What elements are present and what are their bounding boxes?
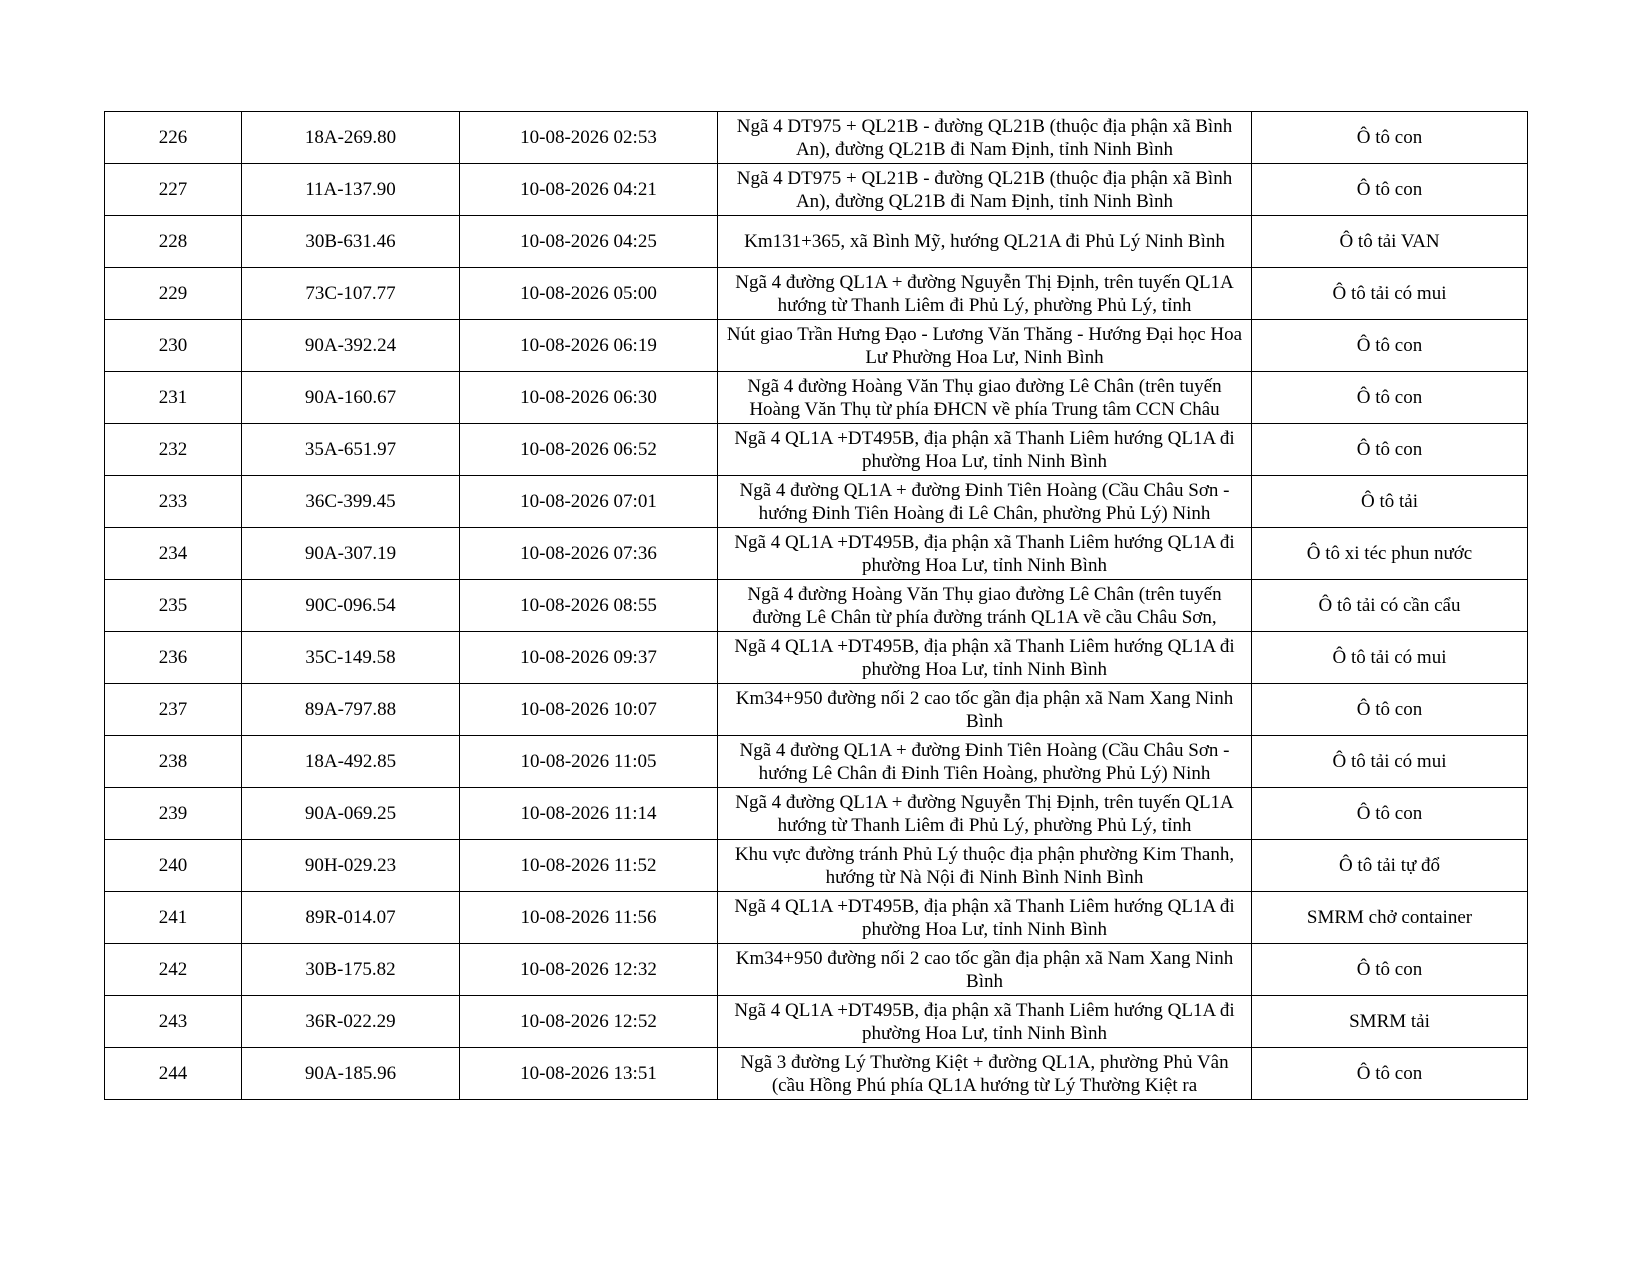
violation-location-cell [718,580,1252,632]
location-text: Nút giao Trần Hưng Đạo - Lương Văn Thăng - Hướng Đại học Hoa Lư Phường Hoa Lư, Ninh Bình [726,323,1243,368]
vehicle-type-cell: Ô tô con [1252,372,1528,424]
violation-location-cell [718,112,1252,164]
location-text: Ngã 4 đường Hoàng Văn Thụ giao đường Lê Chân (trên tuyến đường Lê Chân từ phía đường tránh QL1A về cầu Châu Sơn, [747,583,1222,628]
violation-location-cell [718,892,1252,944]
violation-time-cell: 10-08-2026 11:56 [460,892,718,944]
row-number-cell: 236 [105,632,242,684]
violation-location-cell [718,320,1252,372]
license-plate-cell: 90C-096.54 [242,580,460,632]
violation-time-cell: 10-08-2026 13:51 [460,1048,718,1100]
license-plate-cell: 89A-797.88 [242,684,460,736]
violation-location-cell [718,528,1252,580]
violation-time-cell: 10-08-2026 12:32 [460,944,718,996]
location-text: Ngã 4 đường QL1A + đường Nguyễn Thị Định, trên tuyến QL1A hướng từ Thanh Liêm đi Phủ Lý, phường Phủ Lý, tỉnh [735,791,1234,836]
violation-time-cell: 10-08-2026 07:01 [460,476,718,528]
license-plate-cell: 89R-014.07 [242,892,460,944]
license-plate-cell: 18A-492.85 [242,736,460,788]
license-plate-cell: 35C-149.58 [242,632,460,684]
row-number-cell: 227 [105,164,242,216]
location-text: Ngã 3 đường Lý Thường Kiệt + đường QL1A, phường Phủ Vân (cầu Hồng Phú phía QL1A hướng từ Lý Thường Kiệt ra [740,1051,1229,1096]
row-number-cell: 241 [105,892,242,944]
vehicle-type-cell: Ô tô con [1252,788,1528,840]
vehicle-type-cell: SMRM chở container [1252,892,1528,944]
table-row [105,112,1528,164]
row-number-cell: 238 [105,736,242,788]
license-plate-cell: 36C-399.45 [242,476,460,528]
row-number-cell: 229 [105,268,242,320]
location-text: Ngã 4 QL1A +DT495B, địa phận xã Thanh Liêm hướng QL1A đi phường Hoa Lư, tỉnh Ninh Bình [734,635,1235,680]
row-number-cell: 232 [105,424,242,476]
table-row [105,424,1528,476]
vehicle-type-cell: Ô tô tải có cần cẩu [1252,580,1528,632]
violation-location-cell [718,632,1252,684]
vehicle-type-cell: Ô tô con [1252,164,1528,216]
license-plate-cell: 90A-392.24 [242,320,460,372]
violation-location-cell [718,840,1252,892]
table-row [105,736,1528,788]
table-row [105,476,1528,528]
row-number-cell: 237 [105,684,242,736]
violation-location-cell [718,736,1252,788]
table-row [105,216,1528,268]
violation-time-cell: 10-08-2026 12:52 [460,996,718,1048]
license-plate-cell: 90A-069.25 [242,788,460,840]
license-plate-cell: 35A-651.97 [242,424,460,476]
license-plate-cell: 90H-029.23 [242,840,460,892]
violation-location-cell [718,216,1252,268]
table-row [105,840,1528,892]
violation-location-cell [718,684,1252,736]
violation-location-cell [718,424,1252,476]
violation-time-cell: 10-08-2026 10:07 [460,684,718,736]
vehicle-type-cell: Ô tô con [1252,944,1528,996]
vehicle-type-cell: Ô tô con [1252,424,1528,476]
violation-location-cell [718,164,1252,216]
row-number-cell: 240 [105,840,242,892]
vehicle-type-cell: Ô tô con [1252,684,1528,736]
location-text: Ngã 4 DT975 + QL21B - đường QL21B (thuộc địa phận xã Bình An), đường QL21B đi Nam Định, tỉnh Ninh Bình [736,167,1233,212]
row-number-cell: 228 [105,216,242,268]
violation-location-cell [718,788,1252,840]
table-row [105,372,1528,424]
vehicle-type-cell: Ô tô con [1252,320,1528,372]
license-plate-cell: 90A-160.67 [242,372,460,424]
row-number-cell: 242 [105,944,242,996]
violation-time-cell: 10-08-2026 07:36 [460,528,718,580]
violation-time-cell: 10-08-2026 02:53 [460,112,718,164]
violations-table [104,111,1528,1100]
violation-time-cell: 10-08-2026 09:37 [460,632,718,684]
violation-location-cell [718,372,1252,424]
location-text: Ngã 4 đường QL1A + đường Đinh Tiên Hoàng (Cầu Châu Sơn - hướng Đinh Tiên Hoàng đi Lê Chân, phường Phủ Lý) Ninh [739,479,1230,524]
table-row [105,1048,1528,1100]
vehicle-type-cell: Ô tô tải có mui [1252,268,1528,320]
location-text: Ngã 4 QL1A +DT495B, địa phận xã Thanh Liêm hướng QL1A đi phường Hoa Lư, tỉnh Ninh Bình [734,531,1235,576]
table-row [105,996,1528,1048]
violation-time-cell: 10-08-2026 04:21 [460,164,718,216]
row-number-cell: 243 [105,996,242,1048]
location-text: Ngã 4 đường Hoàng Văn Thụ giao đường Lê Chân (trên tuyến Hoàng Văn Thụ từ phía ĐHCN về phía Trung tâm CCN Châu [747,375,1222,420]
table-row [105,528,1528,580]
location-text: Km34+950 đường nối 2 cao tốc gần địa phận xã Nam Xang Ninh Bình [735,947,1234,992]
license-plate-cell: 36R-022.29 [242,996,460,1048]
violation-time-cell: 10-08-2026 11:05 [460,736,718,788]
vehicle-type-cell: Ô tô tải tự đổ [1252,840,1528,892]
violation-location-cell [718,996,1252,1048]
violation-time-cell: 10-08-2026 11:52 [460,840,718,892]
vehicle-type-cell: Ô tô tải VAN [1252,216,1528,268]
vehicle-type-cell: Ô tô tải có mui [1252,736,1528,788]
vehicle-type-cell: Ô tô con [1252,1048,1528,1100]
violation-time-cell: 10-08-2026 04:25 [460,216,718,268]
location-text: Ngã 4 đường QL1A + đường Đinh Tiên Hoàng (Cầu Châu Sơn - hướng Lê Chân đi Đinh Tiên Hoàng, phường Phủ Lý) Ninh [739,739,1230,784]
violation-time-cell: 10-08-2026 08:55 [460,580,718,632]
vehicle-type-cell: Ô tô tải có mui [1252,632,1528,684]
license-plate-cell: 90A-307.19 [242,528,460,580]
violation-location-cell [718,944,1252,996]
location-text: Ngã 4 QL1A +DT495B, địa phận xã Thanh Liêm hướng QL1A đi phường Hoa Lư, tỉnh Ninh Bình [734,427,1235,472]
row-number-cell: 239 [105,788,242,840]
row-number-cell: 244 [105,1048,242,1100]
violation-time-cell: 10-08-2026 06:52 [460,424,718,476]
vehicle-type-cell: Ô tô tải [1252,476,1528,528]
license-plate-cell: 18A-269.80 [242,112,460,164]
location-text: Ngã 4 đường QL1A + đường Nguyễn Thị Định, trên tuyến QL1A hướng từ Thanh Liêm đi Phủ Lý, phường Phủ Lý, tỉnh [735,271,1234,316]
violation-time-cell: 10-08-2026 06:19 [460,320,718,372]
table-row [105,684,1528,736]
license-plate-cell: 90A-185.96 [242,1048,460,1100]
violation-time-cell: 10-08-2026 06:30 [460,372,718,424]
violation-location-cell [718,1048,1252,1100]
table-row [105,320,1528,372]
location-text: Ngã 4 DT975 + QL21B - đường QL21B (thuộc địa phận xã Bình An), đường QL21B đi Nam Định, tỉnh Ninh Bình [736,115,1233,160]
vehicle-type-cell: Ô tô xi téc phun nước [1252,528,1528,580]
table-row [105,788,1528,840]
table-row [105,944,1528,996]
location-text: Khu vực đường tránh Phủ Lý thuộc địa phận phường Kim Thanh, hướng từ Nà Nội đi Ninh Bình Ninh Bình [734,843,1235,888]
row-number-cell: 230 [105,320,242,372]
violation-time-cell: 10-08-2026 11:14 [460,788,718,840]
license-plate-cell: 73C-107.77 [242,268,460,320]
violations-table-body [105,112,1528,1100]
row-number-cell: 226 [105,112,242,164]
row-number-cell: 233 [105,476,242,528]
row-number-cell: 235 [105,580,242,632]
location-text: Km34+950 đường nối 2 cao tốc gần địa phận xã Nam Xang Ninh Bình [735,687,1234,732]
row-number-cell: 231 [105,372,242,424]
location-text: Ngã 4 QL1A +DT495B, địa phận xã Thanh Liêm hướng QL1A đi phường Hoa Lư, tỉnh Ninh Bình [734,895,1235,940]
violation-time-cell: 10-08-2026 05:00 [460,268,718,320]
violation-location-cell [718,268,1252,320]
table-row [105,164,1528,216]
location-text: Ngã 4 QL1A +DT495B, địa phận xã Thanh Liêm hướng QL1A đi phường Hoa Lư, tỉnh Ninh Bình [734,999,1235,1044]
license-plate-cell: 30B-175.82 [242,944,460,996]
table-row [105,580,1528,632]
row-number-cell: 234 [105,528,242,580]
table-row [105,892,1528,944]
violation-location-cell [718,476,1252,528]
table-row [105,632,1528,684]
vehicle-type-cell: Ô tô con [1252,112,1528,164]
vehicle-type-cell: SMRM tải [1252,996,1528,1048]
license-plate-cell: 30B-631.46 [242,216,460,268]
license-plate-cell: 11A-137.90 [242,164,460,216]
location-text: Km131+365, xã Bình Mỹ, hướng QL21A đi Phủ Lý Ninh Bình [744,231,1225,252]
table-row [105,268,1528,320]
